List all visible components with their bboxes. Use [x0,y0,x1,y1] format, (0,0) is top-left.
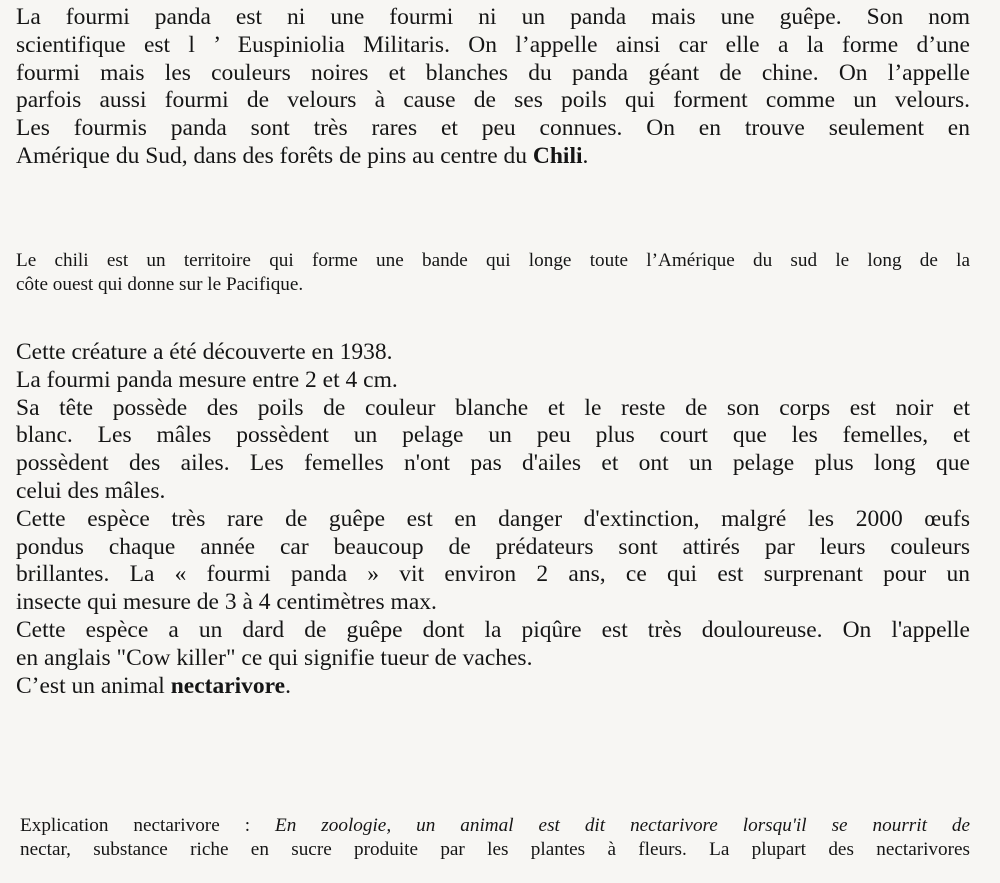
intro-line: scientifique est l ’ Euspiniolia Militaris. On l’appelle ainsi car elle a la forme d’une [16,31,970,58]
explication-label: Explication nectarivore : [20,815,276,836]
intro-line: fourmi mais les couleurs noires et blanches du panda géant de chine. On l’appelle [16,59,970,86]
intro-last-line-text: Amérique du Sud, dans des forêts de pins au centre du [16,142,533,169]
facts-line: Cette espèce a un dard de guêpe dont la piqûre est très douloureuse. On l'appelle [16,616,970,643]
facts-line: Sa tête possède des poils de couleur blanche et le reste de son corps est noir et [16,394,970,421]
facts-line: Cette créature a été découverte en 1938. [16,339,393,365]
intro-line: Les fourmis panda sont très rares et peu connues. On en trouve seulement en [16,115,970,142]
chili-bold-word: Chili [532,142,583,169]
facts-last-line-end: . [285,672,291,699]
facts-last-line [16,673,970,701]
facts-line: Cette espèce très rare de guêpe est en danger d'extinction, malgré les 2000 œufs [16,505,970,532]
intro-paragraph [16,4,970,171]
nectarivore-bold-word: nectarivore [170,672,286,699]
facts-line: brillantes. La « fourmi panda » vit environ 2 ans, ce qui est surprenant pour un [16,561,970,588]
chili-note [16,249,970,297]
intro-line: La fourmi panda est ni une fourmi ni un panda mais une guêpe. Son nom [16,4,970,30]
facts-line: insecte qui mesure de 3 à 4 centimètres max. [16,589,437,616]
facts-line: possèdent des ailes. Les femelles n'ont pas d'ailes et ont un pelage plus long que [16,450,970,477]
facts-line: blanc. Les mâles possèdent un pelage un peu plus court que les femelles, et [16,422,970,449]
intro-last-line [16,143,970,171]
chili-note-line: Le chili est un territoire qui forme une bande qui longe toute l’Amérique du sud le long de la [16,250,970,271]
intro-line: parfois aussi fourmi de velours à cause de ses poils qui forment comme un velours. [16,87,970,114]
explication-line: nectar, substance riche en sucre produite par les plantes à fleurs. La plupart des nectarivores [20,839,970,860]
facts-line: pondus chaque année car beaucoup de prédateurs sont attirés par leurs couleurs [16,533,970,560]
chili-note-line: côte ouest qui donne sur le Pacifique. [16,274,304,295]
explication-line [20,814,970,838]
facts-line: celui des mâles. [16,477,166,504]
facts-line: en anglais "Cow killer" ce qui signifie tueur de vaches. [16,644,533,671]
intro-last-line-end: . [582,142,589,169]
facts-paragraph [16,339,970,700]
facts-last-line-text: C’est un animal [16,672,171,699]
explication-note [20,814,970,862]
facts-line: La fourmi panda mesure entre 2 et 4 cm. [16,366,398,393]
explication-definition: En zoologie, un animal est dit nectarivore lorsqu'il se nourrit de [275,815,970,836]
